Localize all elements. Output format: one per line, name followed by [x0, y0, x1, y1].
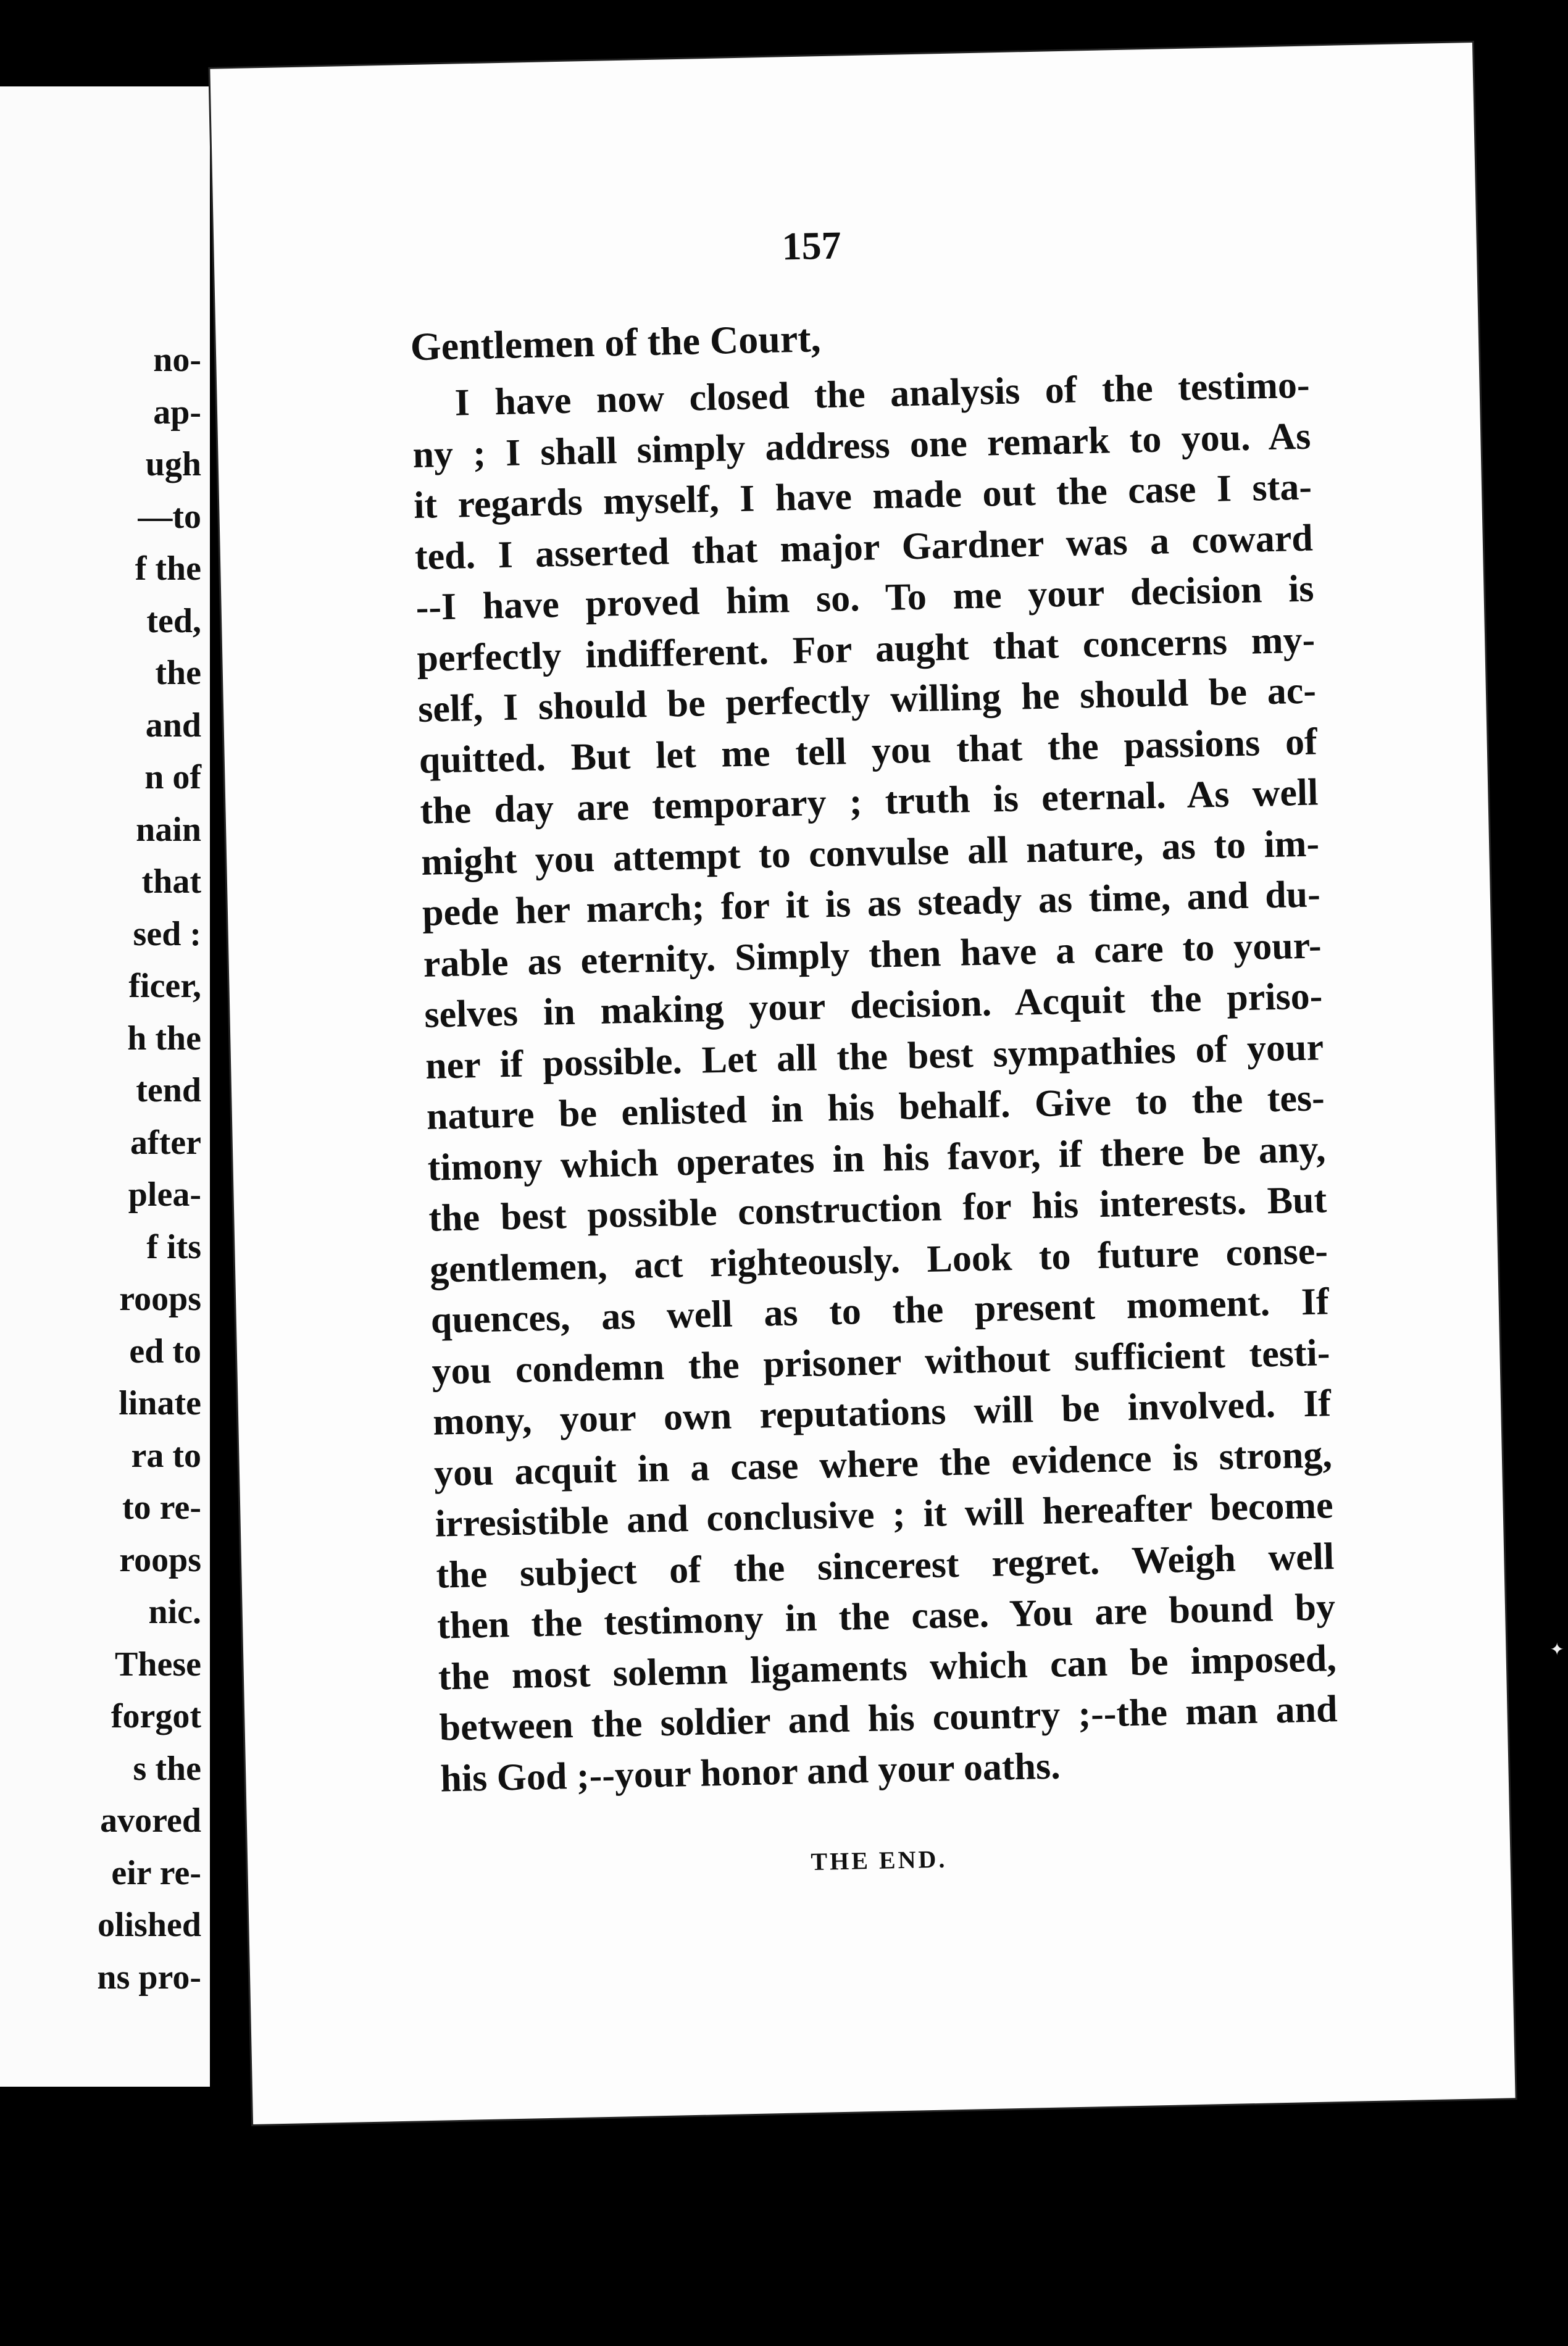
- body-line: irresistible and conclusive ; it will hereafter become: [435, 1484, 1334, 1545]
- left-page-line: the: [155, 654, 201, 692]
- body-text: [411, 360, 1339, 1805]
- left-page-line: f its: [146, 1227, 201, 1266]
- body-line: selves in making your decision. Acquit the priso-: [423, 975, 1323, 1036]
- left-page-line: f the: [135, 549, 201, 588]
- body-line: ted. I asserted that major Gardner was a coward: [414, 517, 1314, 578]
- page-number: 157: [781, 223, 842, 269]
- left-page-line: linate: [119, 1384, 201, 1422]
- left-page-line: ficer,: [128, 967, 201, 1005]
- body-line: the best possible construction for his interests. But: [428, 1179, 1327, 1240]
- left-page-line: and: [145, 706, 201, 745]
- salutation: Gentlemen of the Court,: [410, 316, 822, 369]
- body-line: quitted. But let me tell you that the passions of: [419, 720, 1318, 782]
- left-page-line: ra to: [131, 1436, 201, 1475]
- left-page-line: ap-: [153, 393, 201, 432]
- body-line: --I have proved him so. To me your decision is: [415, 567, 1315, 628]
- body-line: nature be enlisted in his behalf. Give to the tes-: [426, 1077, 1325, 1138]
- body-line: ner if possible. Let all the best sympathies of your: [425, 1025, 1324, 1087]
- body-line: the subject of the sincerest regret. Weigh well: [435, 1535, 1335, 1597]
- body-line: mony, your own reputations will be involved. If: [432, 1382, 1332, 1443]
- body-line: it regards myself, I have made out the case I sta-: [413, 465, 1312, 527]
- left-page-line: ed to: [129, 1332, 201, 1371]
- margin-speck: ✦: [1549, 1640, 1564, 1659]
- body-line: pede her march; for it is as steady as time, and du-: [422, 873, 1321, 934]
- left-page-line: n of: [144, 758, 201, 796]
- body-line: the most solemn ligaments which can be imposed,: [438, 1637, 1337, 1698]
- body-line: his God ;--your honor and your oaths.: [440, 1745, 1061, 1800]
- left-page-line: nain: [136, 810, 201, 849]
- left-page-line: s the: [133, 1749, 201, 1788]
- left-page-line: no-: [153, 341, 201, 379]
- left-page-line: olished: [97, 1906, 201, 1944]
- body-line: gentlemen, act righteously. Look to future conse-: [429, 1229, 1328, 1291]
- left-page-line: h the: [127, 1019, 201, 1058]
- body-line: I have now closed the analysis of the testimo-: [454, 364, 1311, 424]
- body-line: rable as eternity. Simply then have a care to your-: [423, 924, 1322, 985]
- left-page-line: sed :: [133, 914, 201, 953]
- left-page-line: ns pro-: [97, 1958, 201, 1997]
- body-line: might you attempt to convulse all nature, as to im-: [420, 822, 1320, 883]
- left-page-line: roops: [119, 1280, 201, 1318]
- body-line: you condemn the prisoner without sufficient testi-: [431, 1331, 1331, 1393]
- left-page-line: after: [130, 1123, 201, 1162]
- body-line: perfectly indifferent. For aught that concerns my-: [416, 619, 1316, 680]
- left-page-line: forgot: [111, 1697, 201, 1735]
- left-page-line: nic.: [148, 1593, 201, 1631]
- left-page-line: to re-: [122, 1488, 201, 1527]
- left-page-line: roops: [119, 1540, 201, 1579]
- left-page-line: avored: [100, 1801, 201, 1840]
- body-line: you acquit in a case where the evidence is strong,: [433, 1433, 1333, 1495]
- body-line: the day are temporary ; truth is eternal. As well: [419, 771, 1319, 832]
- left-page-line: These: [115, 1645, 201, 1684]
- the-end-closing: THE END.: [810, 1845, 948, 1876]
- body-line: then the testimony in the case. You are bound by: [436, 1586, 1336, 1647]
- left-page-line: ted,: [146, 601, 201, 640]
- left-page-fragment: [0, 86, 210, 2087]
- left-page-line: ugh: [145, 445, 201, 483]
- body-line: quences, as well as to the present moment. If: [430, 1280, 1330, 1342]
- right-page: [210, 43, 1515, 2124]
- body-line: between the soldier and his country ;--the man and: [438, 1688, 1338, 1749]
- left-page-line: —to: [138, 497, 201, 536]
- body-line: ny ; I shall simply address one remark to you. As: [412, 415, 1311, 476]
- body-line: self, I should be perfectly willing he should be ac-: [417, 669, 1317, 730]
- left-page-line: that: [141, 862, 201, 901]
- left-page-line: tend: [136, 1071, 201, 1109]
- left-page-line: plea-: [128, 1175, 201, 1214]
- left-page-line: eir re-: [111, 1853, 201, 1892]
- body-line: timony which operates in his favor, if there be any,: [427, 1127, 1327, 1189]
